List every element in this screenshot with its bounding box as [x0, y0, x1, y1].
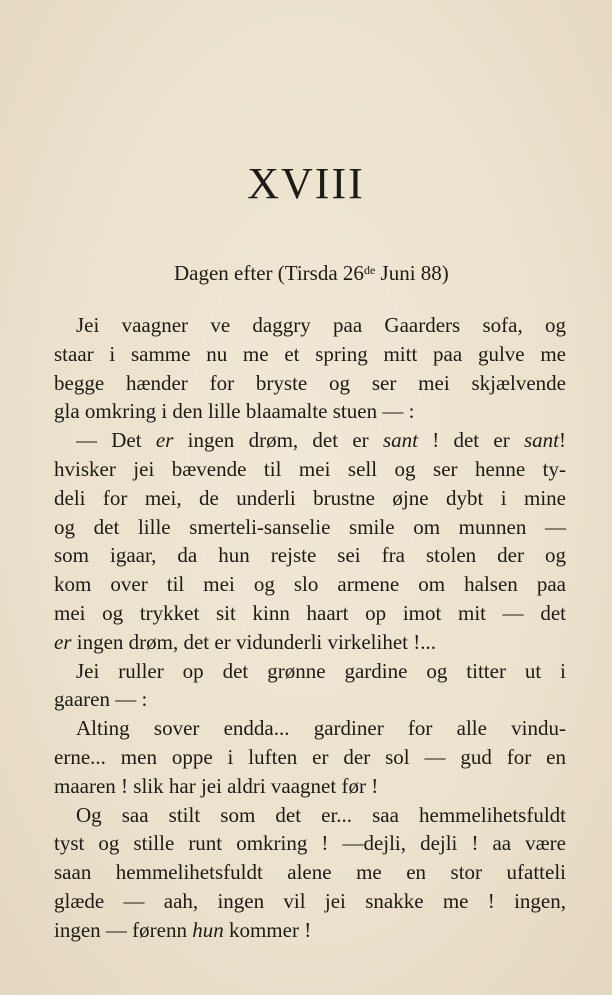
text-line: hvisker jei bævende til mei sell og ser henne ty- [54, 456, 566, 481]
text-line: som igaar, da hun rejste sei fra stolen der og [54, 543, 566, 568]
text-line [54, 628, 566, 657]
text-run: ingen drøm, det er vidunderli virkelihet !... [71, 629, 436, 654]
emphasis: er [155, 428, 174, 453]
text-run: — Det [76, 428, 156, 453]
emphasis: sant [524, 428, 560, 453]
emphasis: sant [382, 428, 418, 453]
text-line [54, 426, 566, 455]
dateline [174, 256, 449, 287]
text-run: kommer ! [223, 917, 312, 942]
text-line: deli for mei, de underli brustne øjne dybt i mine [54, 485, 566, 510]
text-line: og det lille smerteli-sanselie smile om munnen — [54, 514, 566, 539]
text-line: mei og trykket sit kinn haart op imot mit — det [54, 600, 566, 625]
text-line: gaaren — : [54, 687, 148, 712]
dateline-superscript: de [363, 263, 376, 277]
text-line: begge hænder for bryste og ser mei skjælvende [54, 370, 566, 395]
text-line: saan hemmelihetsfuldt alene me en stor ufatteli [54, 860, 566, 885]
dateline-text: Dagen efter (Tirsda 26 [174, 261, 364, 285]
dateline-text-end: Juni 88) [375, 261, 449, 285]
chapter-heading: XVIII [247, 159, 365, 208]
text-run: ingen — førenn [54, 917, 193, 942]
text-line [54, 916, 566, 945]
text-line: erne... men oppe i luften er der sol — gud for en [54, 744, 566, 769]
text-line: Og saa stilt som det er... saa hemmelihetsfuldt [76, 802, 566, 827]
text-line: gla omkring i den lille blaamalte stuen — : [54, 399, 415, 424]
text-line: Jei vaagner ve daggry paa Gaarders sofa, og [76, 313, 566, 337]
text-run: ingen drøm, det er [173, 428, 383, 453]
emphasis: hun [192, 917, 224, 942]
text-line: kom over til mei og slo armene om halsen paa [54, 572, 566, 597]
text-line: Jei ruller op det grønne gardine og titter ut i [76, 658, 566, 683]
text-line: glæde — aah, ingen vil jei snakke me ! ingen, [54, 888, 566, 913]
text-run: ! [559, 428, 567, 453]
text-line: tyst og stille runt omkring ! —dejli, dejli ! aa være [54, 831, 566, 856]
emphasis: er [54, 629, 72, 654]
text-line: staar i samme nu me et spring mitt paa gulve me [54, 341, 566, 366]
text-line: Alting sover endda... gardiner for alle vindu- [76, 716, 566, 741]
text-run: ! det er [417, 428, 524, 453]
text-line: maaren ! slik har jei aldri vaagnet før ! [54, 773, 379, 798]
body-text [54, 311, 566, 945]
